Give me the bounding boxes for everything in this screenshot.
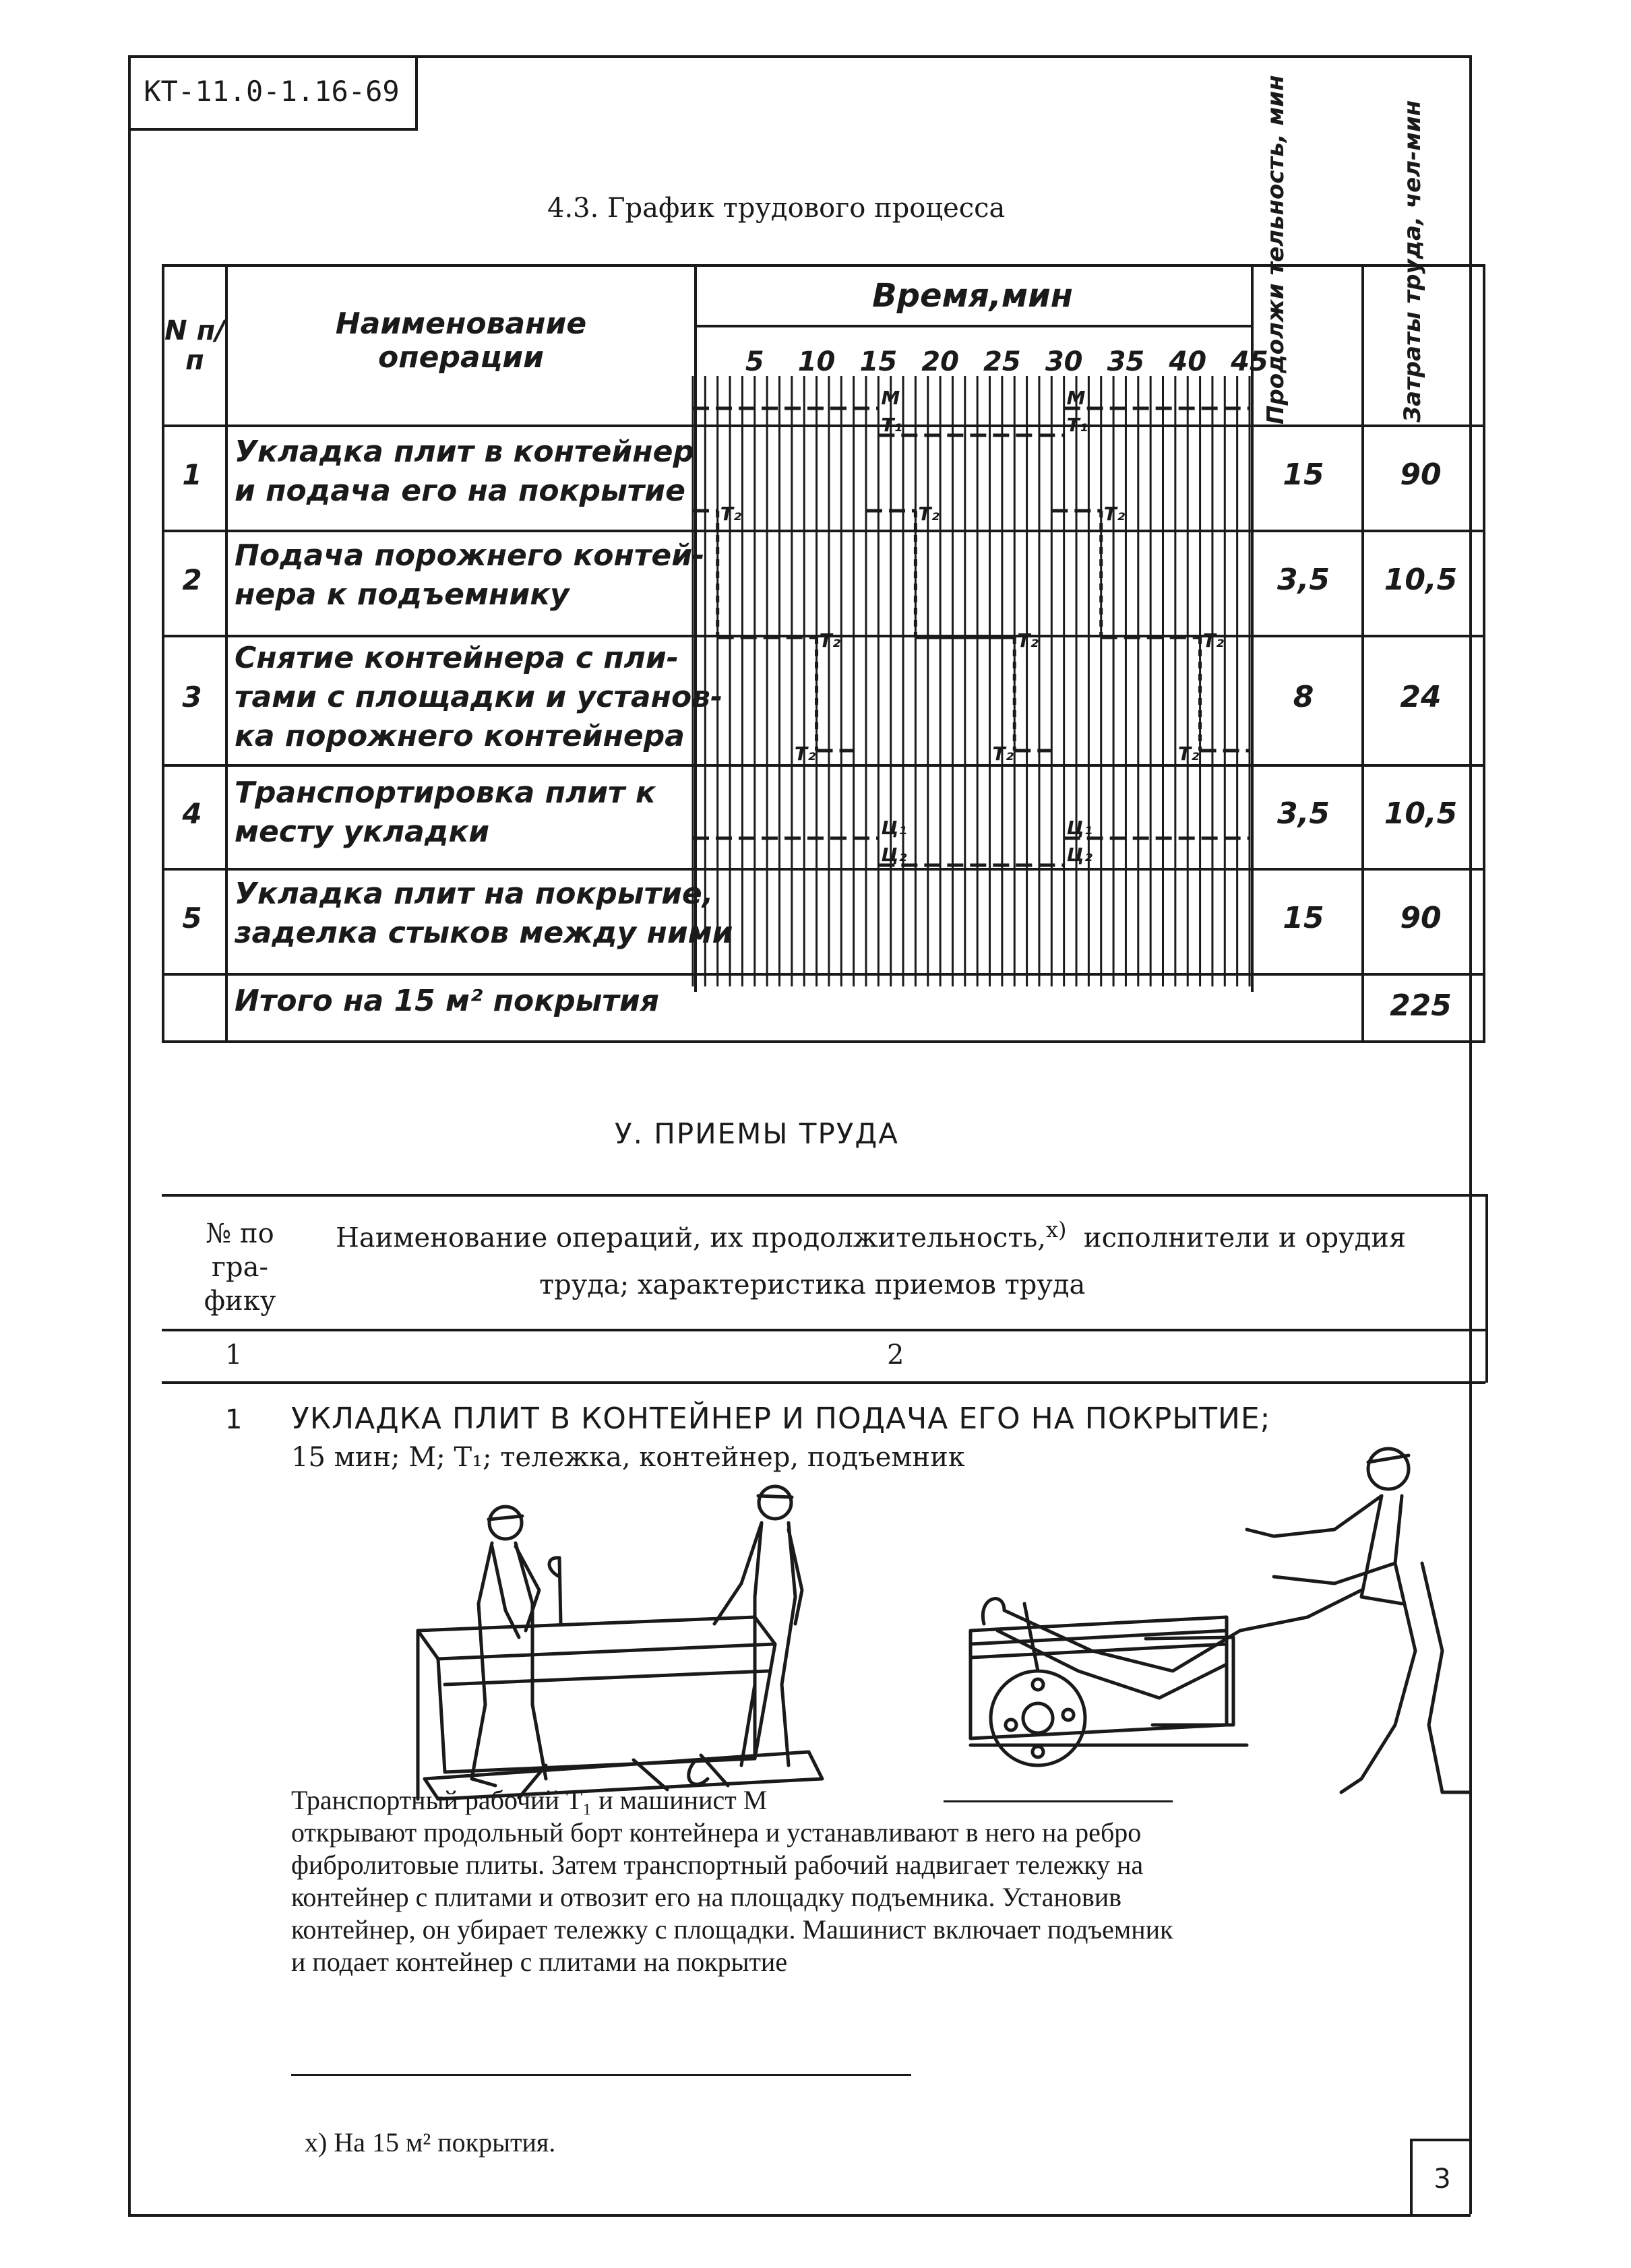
gantt-worker-mark: Ц₂: [1066, 844, 1093, 866]
operation-number: 1: [225, 1404, 243, 1435]
gantt-worker-mark: Т₂: [992, 743, 1014, 765]
document-code: КТ-11.0-1.16-69: [128, 55, 418, 131]
row-labor: 24: [1400, 679, 1442, 714]
row-operation: Укладка плит на покрытие, заделка стыков между ними: [235, 877, 733, 950]
gantt-worker-mark: Т₂: [819, 629, 840, 652]
page-frame-bottom: [128, 2214, 1471, 2217]
gantt-tick-label: 10: [797, 346, 836, 377]
methods-col2-header: Наименование операций, их продолжительность,$^{х)}$ исполнители и орудия: [336, 1217, 1407, 1254]
row-operation: Снятие контейнера с пли- тами с площадки и установ- ка порожнего контейнера: [235, 641, 723, 753]
gantt-worker-mark: Т₂: [1177, 743, 1200, 765]
gantt-tick-label: 30: [1045, 346, 1083, 377]
gantt-worker-mark: Т₁: [881, 414, 902, 436]
operation-description: открывают продольный борт контейнера и устанавливают в него на ребро фибролитовые плиты. Затем транспортный рабочий надвигает тележку на контейнер с плитами и отвозит его на площадку подъемника. Установив контейнер, он убирает тележку с площадки. Машинист включает подъемник и подает контейнер с плитами на покрытие: [291, 1817, 1173, 1977]
illustration-caption: Транспортный рабочий Т₁ и машинист М: [291, 1785, 768, 1815]
footnote-rule: [291, 2074, 911, 2076]
gantt-worker-mark: Т₂: [794, 743, 816, 765]
total-label: Итого на 15 м² покрытия: [235, 984, 659, 1018]
row-operation: Подача порожнего контей- нера к подъемнику: [235, 538, 705, 612]
gantt-worker-mark: Ц₁: [881, 817, 907, 839]
header-duration: Продолжи тельность, мин: [1262, 75, 1289, 424]
row-duration: 3,5: [1277, 796, 1330, 831]
row-labor: 10,5: [1384, 796, 1458, 831]
gantt-tick-label: 35: [1107, 346, 1145, 377]
header-number: N п/п: [164, 315, 225, 376]
operation-details: 15 мин; М; Т₁; тележка, контейнер, подъемник: [291, 1442, 965, 1473]
row-number: 5: [182, 901, 202, 935]
schedule-rows: [162, 422, 1485, 1043]
gantt-worker-mark: Т₂: [1202, 629, 1224, 652]
gantt-worker-mark: М: [881, 387, 900, 409]
total-value: 225: [1390, 988, 1452, 1023]
header-labor: Затраты труда, чел-мин: [1399, 100, 1426, 422]
row-operation: Укладка плит в контейнер и подача его на покрытие: [235, 435, 694, 508]
gantt-tick-label: 5: [745, 346, 764, 377]
methods-col1-header: № по гра- фику: [204, 1218, 276, 1317]
gantt-worker-mark: М: [1066, 387, 1086, 409]
operation-title: УКЛАДКА ПЛИТ В КОНТЕЙНЕР И ПОДАЧА ЕГО НА ПОКРЫТИЕ;: [291, 1401, 1271, 1436]
methods-col2-header-cont: труда; характеристика приемов труда: [539, 1269, 1086, 1300]
row-operation: Транспортировка плит к месту укладки: [235, 776, 656, 849]
page-number: 3: [1410, 2139, 1472, 2217]
row-labor: 90: [1400, 900, 1442, 935]
row-duration: 3,5: [1277, 562, 1330, 597]
methods-right-rule: [1485, 1194, 1488, 1383]
gantt-worker-mark: Т₂: [720, 503, 742, 525]
footnote: х) На 15 м² покрытия.: [305, 2127, 556, 2157]
worker-pushing-cart-illustration: [957, 1428, 1469, 1806]
row-duration: 15: [1283, 900, 1324, 935]
row-number: 3: [182, 680, 202, 714]
methods-header-rule: [162, 1329, 1485, 1331]
section-title-methods: У. ПРИЕМЫ ТРУДА: [615, 1117, 899, 1150]
row-duration: 8: [1293, 679, 1314, 714]
row-number: 4: [182, 796, 202, 830]
gantt-tick-label: 20: [921, 346, 959, 377]
gantt-worker-mark: Т₂: [918, 503, 940, 525]
gantt-tick-label: 15: [859, 346, 898, 377]
section-title-schedule: 4.3. График трудового процесса: [547, 193, 1006, 224]
gantt-worker-mark: Ц₂: [881, 844, 907, 866]
row-labor: 10,5: [1384, 562, 1458, 597]
row-labor: 90: [1400, 457, 1442, 492]
methods-colnum-2: 2: [887, 1340, 904, 1371]
workers-loading-container-illustration: [377, 1482, 849, 1799]
caption-rule: [944, 1800, 1173, 1802]
header-operation: Наименование операции: [335, 307, 587, 375]
gantt-tick-label: 25: [983, 346, 1021, 377]
gantt-worker-mark: Т₂: [1017, 629, 1039, 652]
row-duration: 15: [1283, 457, 1324, 492]
gantt-worker-mark: Ц₁: [1066, 817, 1093, 839]
row-number: 1: [182, 458, 202, 491]
methods-top-rule: [162, 1194, 1485, 1197]
gantt-worker-mark: Т₁: [1066, 414, 1088, 436]
methods-colnum-1: 1: [225, 1340, 243, 1371]
header-time: Время,мин: [872, 277, 1073, 315]
methods-colnum-rule: [162, 1381, 1485, 1384]
row-number: 2: [182, 563, 202, 596]
page-frame-left: [128, 55, 131, 2214]
gantt-tick-label: 40: [1169, 346, 1207, 377]
gantt-tick-label: 45: [1231, 346, 1268, 377]
gantt-worker-mark: Т₂: [1103, 503, 1126, 525]
